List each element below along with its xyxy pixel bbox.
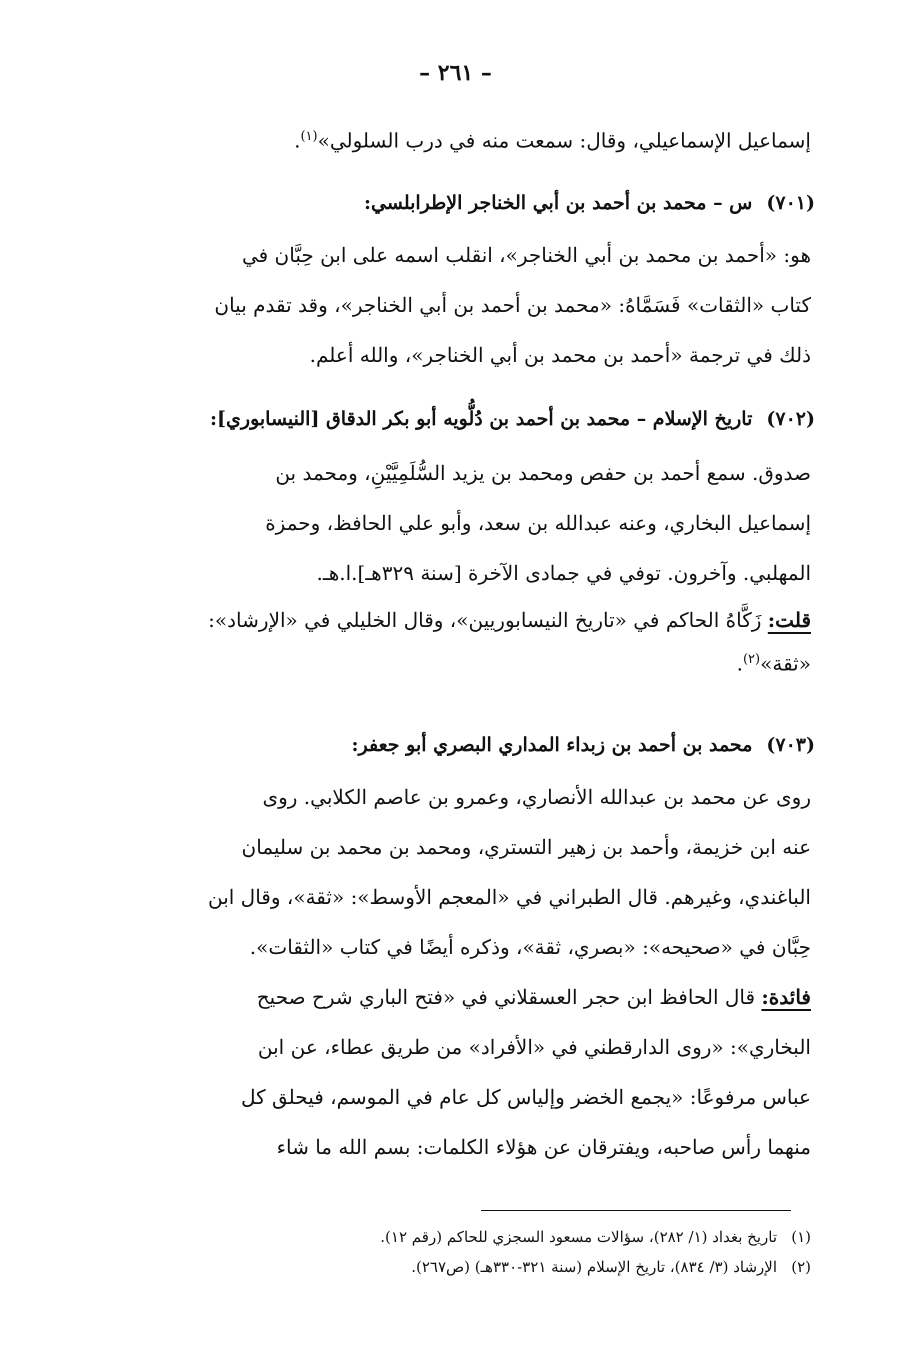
entry-title: س – محمد بن أحمد بن أبي الخناجر الإطرابلسي:	[364, 192, 753, 214]
body-line: صدوق. سمع أحمد بن حفص ومحمد بن يزيد السُّلَمِيَّيْنِ، ومحمد بن	[275, 461, 811, 485]
footnote-ref: (١)	[300, 129, 318, 144]
body-line: الباغندي، وغيرهم. قال الطبراني في «المعجم الأوسط»: «ثقة»، وقال ابن	[207, 885, 811, 909]
entry-heading	[95, 734, 815, 756]
note-line: «ثقة»$^{(٢)}$.	[736, 651, 811, 676]
footnote-text: الإرشاد (٣/ ٨٣٤)، تاريخ الإسلام (سنة ٣٢١-٣٣٠هـ) (ص٢٦٧).	[411, 1258, 777, 1276]
intro-paragraph	[111, 112, 811, 166]
footnote-number: (٢)	[791, 1258, 811, 1276]
benefit-line	[111, 972, 811, 1022]
footnote-divider	[481, 1210, 791, 1211]
intro-line: إسماعيل الإسماعيلي، وقال: سمعت منه في درب السلولي»$^{(١)}$.	[294, 128, 811, 153]
entry-number: (٧٠٢)	[766, 408, 815, 430]
note-label: قلت:	[767, 608, 811, 632]
body-line: المهلبي. وآخرون. توفي في جمادى الآخرة [سنة ٣٢٩هـ].ا.هـ.	[316, 561, 811, 585]
footnote-item	[111, 1222, 811, 1252]
body-line: منهما رأس صاحبه، ويفترقان عن هؤلاء الكلمات: بسم الله ما شاء	[276, 1135, 811, 1159]
body-line: البخاري»: «روى الدارقطني في «الأفراد» من طريق عطاء، عن ابن	[257, 1035, 811, 1059]
entry-heading	[95, 192, 815, 214]
body-line: كتاب «الثقات» فَسَمَّاهُ: «محمد بن أحمد بن أبي الخناجر»، وقد تقدم بيان	[214, 293, 811, 317]
page-number: – ٢٦١ –	[419, 60, 492, 86]
entry-body	[111, 448, 811, 598]
benefit-text: قال الحافظ ابن حجر العسقلاني في «فتح الباري شرح صحيح	[256, 985, 756, 1009]
footnote-number: (١)	[791, 1228, 811, 1246]
body-line: هو: «أحمد بن محمد بن أبي الخناجر»، انقلب اسمه على ابن حِبَّان في	[241, 243, 811, 267]
note-line	[111, 600, 811, 640]
note-tail: «ثقة»	[760, 651, 811, 676]
body-line: إسماعيل البخاري، وعنه عبدالله بن سعد، وأبو علي الحافظ، وحمزة	[265, 511, 811, 535]
entry-title: محمد بن أحمد بن زبداء المداري البصري أبو جعفر:	[351, 734, 753, 756]
footnote-item	[111, 1252, 811, 1282]
entry-heading	[95, 408, 815, 430]
benefit-label: فائدة:	[761, 985, 811, 1009]
footnote-text: تاريخ بغداد (١/ ٢٨٢)، سؤالات مسعود السجزي للحاكم (رقم ١٢).	[380, 1228, 777, 1246]
entry-title: تاريخ الإسلام – محمد بن أحمد بن دُلُّويه أبو بكر الدقاق [النيسابوري]:	[210, 408, 753, 430]
body-line: روى عن محمد بن عبدالله الأنصاري، وعمرو بن عاصم الكلابي. روى	[262, 785, 811, 809]
note-text: زَكَّاهُ الحاكم في «تاريخ النيسابوريين»، وقال الخليلي في «الإرشاد»:	[208, 608, 762, 632]
footnotes	[111, 1222, 811, 1282]
body-line: ذلك في ترجمة «أحمد بن محمد بن أبي الخناجر»، والله أعلم.	[309, 343, 811, 367]
entry-number: (٧٠٣)	[766, 734, 815, 756]
body-line: عنه ابن خزيمة، وأحمد بن زهير التستري، ومحمد بن محمد بن سليمان	[241, 835, 811, 859]
entry-number: (٧٠١)	[766, 192, 815, 214]
intro-text: إسماعيل الإسماعيلي، وقال: سمعت منه في درب السلولي»	[317, 128, 811, 153]
entry-body	[111, 772, 811, 1172]
entry-body	[111, 230, 811, 380]
footnote-ref: (٢)	[742, 652, 761, 667]
body-line: عباس مرفوعًا: «يجمع الخضر وإلياس كل عام في الموسم، فيحلق كل	[240, 1085, 811, 1109]
body-line: حِبَّان في «صحيحه»: «بصري، ثقة»، وذكره أيضًا في كتاب «الثقات».	[249, 935, 811, 959]
note-paragraph	[111, 600, 811, 684]
